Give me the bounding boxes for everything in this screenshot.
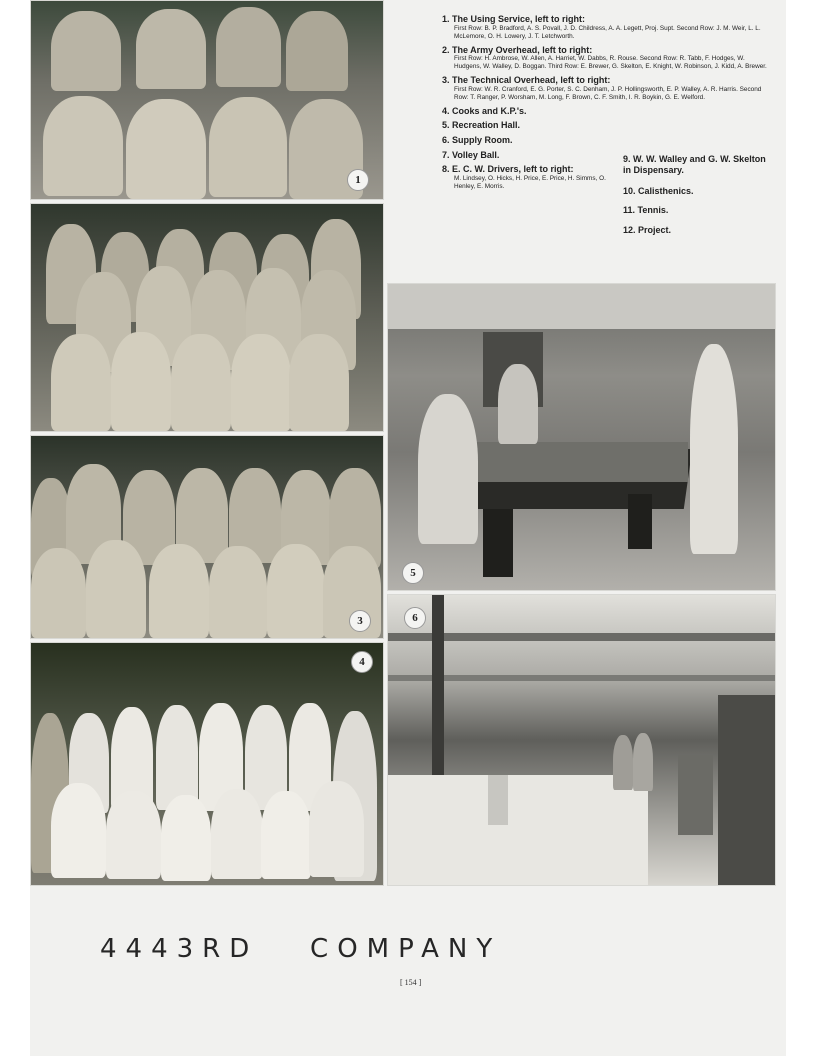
caption-detail: First Row: H. Ambrose, W. Allen, A. Harriet, W. Dabbs, R. Rouse. Second Row: R. Tabb, F. Hodges, W. Hudgens, W. Walley, D. Boggan. Third Row: E. Brewer, G. Skelton, E. Knight, W. Robinson, J. Kidd, A. Brewer.: [454, 55, 767, 71]
photo-number-5: 5: [402, 562, 424, 584]
photo-army-overhead: [30, 203, 384, 432]
photo-number-4: 4: [351, 651, 373, 673]
caption-right-3: 11. Tennis.: [623, 205, 669, 215]
caption-heading: 5. Recreation Hall.: [442, 120, 521, 131]
caption-item: [442, 120, 612, 131]
caption-item: [442, 150, 612, 161]
caption-heading: 4. Cooks and K.P.'s.: [442, 105, 527, 116]
photo-cooks-and-kps: [30, 642, 384, 886]
caption-right-1: 9. W. W. Walley and G. W. Skelton in Dispensary.: [623, 154, 766, 175]
caption-heading: 1. The Using Service, left to right:: [442, 14, 586, 24]
caption-item: [442, 106, 612, 117]
page-title: 4443RD COMPANY: [100, 934, 502, 964]
caption-detail: First Row: W. R. Cranford, E. G. Porter, S. C. Denham, J. P. Hollingsworth, E. P. Walley, A. R. Harris. Second Row: T. Ranger, P. Worsham, M. Long, F. Brown, C. F. Smith, I. R. Boykin, G. E. Welford.: [454, 85, 762, 101]
photo-number-3: 3: [349, 610, 371, 632]
caption-item: [442, 14, 772, 41]
photo-number-6: 6: [404, 607, 426, 629]
caption-right-2: 10. Calisthenics.: [623, 186, 694, 196]
caption-heading: 8. E. C. W. Drivers, left to right:: [442, 164, 574, 175]
caption-heading: 6. Supply Room.: [442, 135, 513, 146]
photo-using-service: [30, 0, 384, 200]
caption-heading: 2. The Army Overhead, left to right:: [442, 44, 593, 55]
photo-supply-room: [387, 594, 776, 886]
photo-recreation-hall: [387, 283, 776, 591]
caption-item: [442, 164, 612, 191]
caption-item: [442, 135, 612, 146]
caption-right-4: 12. Project.: [623, 225, 672, 235]
caption-detail: M. Lindsey, O. Hicks, H. Price, E. Price, H. Simms, O. Henley, E. Morris.: [454, 174, 606, 190]
caption-heading: 3. The Technical Overhead, left to right:: [442, 75, 611, 86]
caption-heading: 7. Volley Ball.: [442, 149, 500, 160]
caption-item: [442, 75, 772, 102]
caption-item: [442, 45, 772, 72]
caption-detail: First Row: B. P. Bradford, A. S. Povall, J. D. Childress, A. A. Legett, Proj. Supt. Second Row: J. M. Weir, L. L. McLemore, O. H. Lowery, J. T. Letchworth.: [454, 24, 761, 40]
photo-number-1: 1: [347, 169, 369, 191]
page-number: [ 154 ]: [400, 978, 422, 987]
photo-technical-overhead: [30, 435, 384, 639]
